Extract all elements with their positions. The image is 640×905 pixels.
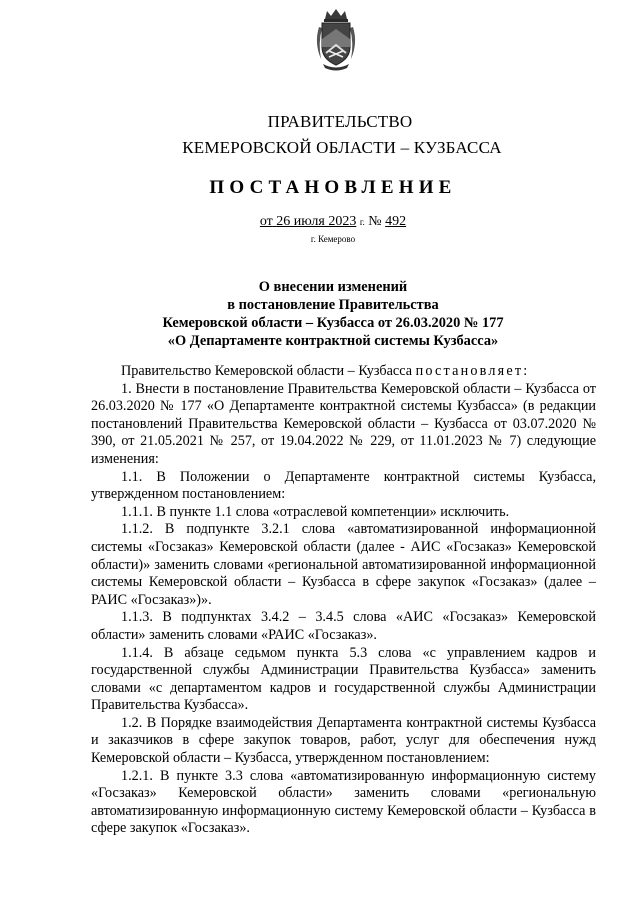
document-date-line — [0, 214, 640, 230]
title-line3: Кемеровской области – Кузбасса от 26.03.2020 № 177 — [162, 315, 504, 331]
paragraph-1-1: 1.1. В Положении о Департаменте контрактной системы Кузбасса, утвержденном постановлением: — [91, 468, 596, 503]
year-suffix: г. — [359, 217, 365, 227]
coat-of-arms-icon — [313, 9, 359, 71]
title-line4: «О Департаменте контрактной системы Кузбасса» — [167, 333, 499, 349]
paragraph-1-2: 1.2. В Порядке взаимодействия Департамента контрактной системы Кузбасса и заказчиков в сфере закупок товаров, работ, услуг для обеспечения нужд Кемеровской области – Кузбасса, утвержденном постановлением: — [91, 714, 596, 767]
document-number: 492 — [385, 214, 407, 229]
paragraph-1-2-1: 1.2.1. В пункте 3.3 слова «автоматизированную информационную систему «Госзаказ» Кемеровской области» заменить словами «региональную автоматизированную информационную систему Кемеровской области – Кузбасса в сфере закупок «Госзаказ». — [91, 767, 596, 837]
number-sign: № — [368, 214, 382, 229]
government-name-line2: КЕМЕРОВСКОЙ ОБЛАСТИ – КУЗБАССА — [182, 138, 502, 157]
paragraph-1-1-3: 1.1.3. В подпунктах 3.4.2 – 3.4.5 слова «АИС «Госзаказ» Кемеровской области» заменить словами «РАИС «Госзаказ». — [91, 609, 596, 643]
paragraph-1-1-4: 1.1.4. В абзаце седьмом пункта 5.3 слова «с управлением кадров и государственной службы Администрации Правительства Кузбасса» заменить словами «с департаментом кадров и государственной службы Администрации Правительства Кузбасса». — [91, 644, 596, 714]
government-name-line1: ПРАВИТЕЛЬСТВО — [267, 112, 413, 131]
document-date: 26 июля 2023 — [276, 214, 357, 229]
paragraph-1-1-2: 1.1.2. В подпункте 3.2.1 слова «автоматизированной информационной системы «Госзаказ» Кемеровской области (далее - АИС «Госзаказ» Кемеровской области)» заменить словами «региональной автоматизированной информационной системы Кемеровской области – Кузбасса в сфере закупок «Госзаказ» (далее – РАИС «Госзаказ»)». — [91, 521, 596, 608]
document-type: ПОСТАНОВЛЕНИЕ — [209, 177, 457, 198]
intro-text: Правительство Кемеровской области – Кузбасса — [121, 363, 413, 379]
document-city: г. Кемерово — [310, 234, 356, 244]
date-prefix: от — [259, 214, 273, 229]
document-body — [91, 363, 596, 838]
intro-action: постановляет: — [415, 363, 530, 379]
title-line2: в постановление Правительства — [227, 297, 439, 313]
paragraph-1: 1. Внести в постановление Правительства Кемеровской области – Кузбасса от 26.03.2020 № 177 «О Департаменте контрактной системы Кузбасса» (в редакции постановлений Правительства Кемеровской области – Кузбасса от 03.07.2020 № 390, от 21.05.2021 № 257, от 19.04.2022 № 229, от 11.01.2023 № 7) следующие изменения: — [91, 380, 596, 467]
title-line1: О внесении изменений — [258, 279, 408, 295]
intro-paragraph — [91, 363, 596, 381]
document-title — [0, 278, 640, 350]
paragraph-1-1-1: 1.1.1. В пункте 1.1 слова «отраслевой компетенции» исключить. — [121, 503, 510, 520]
